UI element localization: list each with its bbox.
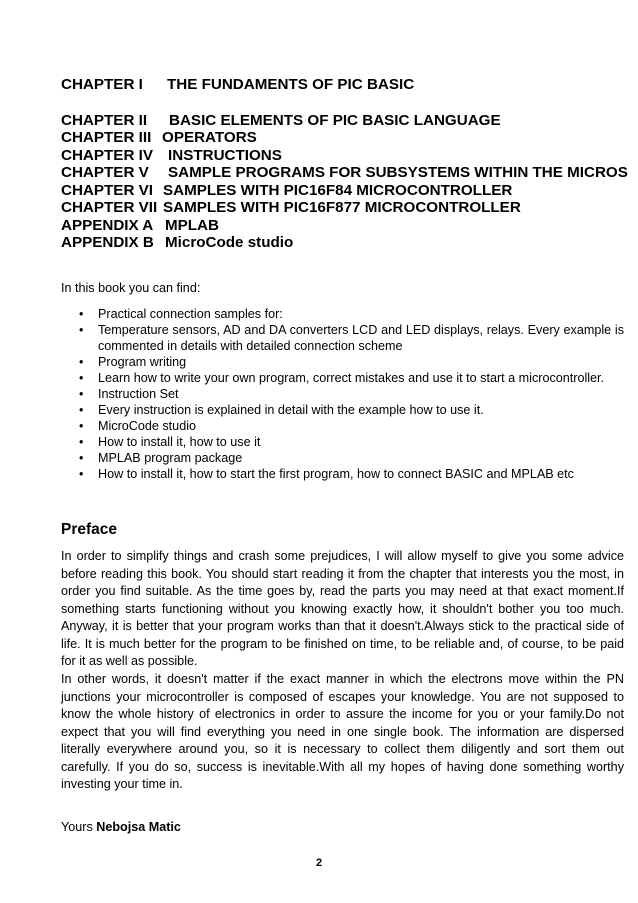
signoff-prefix: Yours	[61, 820, 93, 834]
table-of-contents	[61, 76, 631, 252]
toc-title: SAMPLE PROGRAMS FOR SUBSYSTEMS WITHIN THE MICROS	[168, 164, 628, 181]
toc-label: CHAPTER VII	[61, 199, 158, 216]
toc-entry	[61, 234, 631, 252]
toc-label: CHAPTER II	[61, 111, 148, 129]
toc-title: MPLAB	[165, 216, 219, 234]
toc-title: SAMPLES WITH PIC16F84 MICROCONTROLLER	[163, 181, 513, 199]
toc-title: INSTRUCTIONS	[168, 146, 282, 164]
preface-paragraph-2: In other words, it doesn't matter if the exact manner in which the electrons move within the PN junctions your microcontroller is composed of escapes your knowledge. You are not supposed to know the whole history of electronics in order to assure the income for you or your family.Do not expect that you will find everything you need in one single book. The information are dispersed literally everywhere around you, so it is necessary to collect them diligently and sort them out carefully. If you do so, success is inevitable.With all my hopes of having done something worthy investing your time in.	[61, 672, 624, 791]
toc-entry	[61, 129, 631, 147]
list-item: • Instruction Set	[61, 386, 624, 402]
list-item: • MicroCode studio	[61, 418, 624, 434]
toc-entry	[61, 147, 631, 165]
toc-label: APPENDIX B	[61, 234, 154, 251]
preface-paragraph-1: In order to simplify things and crash some prejudices, I will allow myself to give you some advice before reading this book. You should start reading it from the chapter that interests you the most, in order you find suitable. As the time goes by, read the parts you may need at that exact moment.If something starts functioning without you knowing exactly how, it shouldn't bother you too much. Anyway, it is better that your program works than that it doesn't.Always stick to the practical side of life. It is much better for the program to be finished on time, to be reliable and, of course, to be paid for it as well as possible.	[61, 549, 624, 668]
toc-title: SAMPLES WITH PIC16F877 MICROCONTROLLER	[163, 199, 521, 216]
toc-entry	[61, 217, 631, 235]
list-item: • How to install it, how to start the first program, how to connect BASIC and MPLAB etc	[61, 466, 624, 482]
toc-title: THE FUNDAMENTS OF PIC BASIC	[167, 76, 415, 93]
toc-label: CHAPTER III	[61, 129, 152, 146]
toc-label: CHAPTER V	[61, 164, 149, 181]
list-item: • Learn how to write your own program, correct mistakes and use it to start a microcontroller.	[61, 370, 624, 386]
toc-entry	[61, 112, 631, 130]
toc-label: CHAPTER I	[61, 76, 143, 93]
toc-entry	[61, 182, 631, 200]
list-item: • How to install it, how to use it	[61, 434, 624, 450]
list-item: • Practical connection samples for:	[61, 306, 624, 322]
list-item: • Every instruction is explained in detail with the example how to use it.	[61, 402, 624, 418]
toc-title: BASIC ELEMENTS OF PIC BASIC LANGUAGE	[169, 111, 501, 129]
toc-entry	[61, 199, 631, 217]
list-item: • MPLAB program package	[61, 450, 624, 466]
list-item: • Temperature sensors, AD and DA converters LCD and LED displays, relays. Every example is commented in details with detailed connection scheme	[61, 322, 624, 354]
toc-entry	[61, 164, 631, 182]
signature-line	[61, 820, 181, 835]
page-number: 2	[315, 857, 323, 869]
toc-label: APPENDIX A	[61, 216, 154, 234]
toc-title: MicroCode studio	[165, 234, 294, 251]
feature-list	[61, 306, 624, 482]
toc-label: CHAPTER IV	[61, 146, 153, 164]
preface-heading: Preface	[61, 521, 118, 538]
intro-text: In this book you can find:	[61, 281, 201, 295]
toc-title: OPERATORS	[162, 129, 257, 146]
toc-entry	[61, 76, 631, 94]
list-item: • Program writing	[61, 354, 624, 370]
author-name: Nebojsa Matic	[96, 820, 181, 834]
toc-label: CHAPTER VI	[61, 181, 153, 199]
